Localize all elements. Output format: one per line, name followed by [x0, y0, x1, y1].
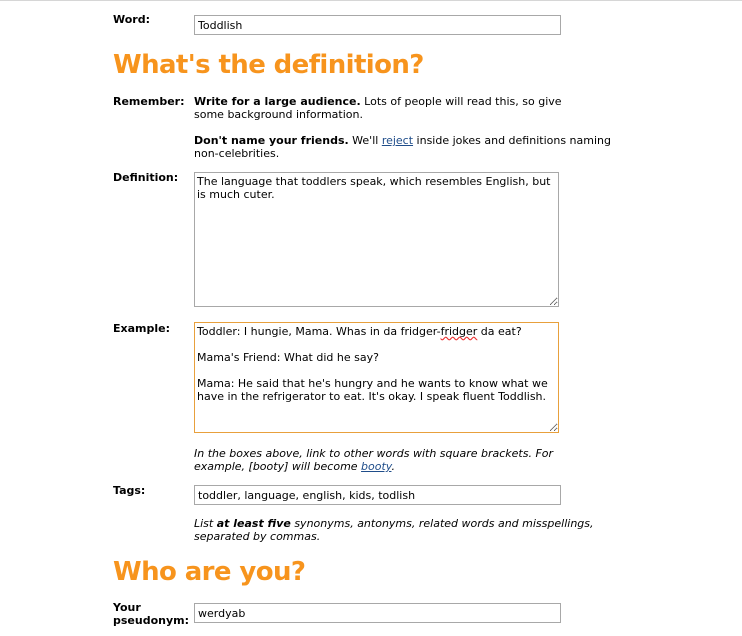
example-line-3: Mama: He said that he's hungry and he wants to know what we have in the refrigerator to eat. It's okay. I speak fluent Toddlish. [197, 377, 548, 403]
definition-textarea[interactable] [194, 172, 559, 307]
definition-heading: What's the definition? [113, 50, 424, 80]
remember-label: Remember: [113, 95, 185, 108]
remember-audience [194, 95, 594, 121]
misspelled-word: fridger [440, 325, 478, 338]
friends-bold: Don't name your friends. [194, 134, 349, 147]
brackets-hint: In the boxes above, link to other words with square brackets. For example, [booty] will become booty. [194, 447, 554, 473]
example-line-2: Mama's Friend: What did he say? [197, 351, 379, 364]
remember-friends [194, 134, 614, 160]
example-textarea[interactable] [194, 322, 559, 433]
word-input[interactable] [194, 15, 561, 35]
pseudonym-input[interactable] [194, 603, 561, 623]
tags-label: Tags: [113, 484, 146, 497]
audience-bold: Write for a large audience. [194, 95, 361, 108]
reject-link[interactable]: reject [381, 134, 414, 147]
example-line-1: Toddler: I hungie, Mama. Whas in da fridger-fridger da eat? [197, 325, 522, 338]
booty-link[interactable]: booty [361, 460, 392, 473]
friends-text-1: We'll [348, 134, 382, 147]
word-label: Word: [113, 13, 150, 26]
audience-text: Lots of people will read this, so give some background information. [194, 95, 562, 121]
tags-hint: List at least five synonyms, antonyms, related words and misspellings, separated by commas. [194, 517, 594, 543]
friends-text-2: inside jokes and definitions naming non-celebrities. [194, 134, 611, 160]
who-heading: Who are you? [113, 557, 306, 587]
at-least-five: at least five [216, 517, 291, 530]
example-label: Example: [113, 322, 170, 335]
top-divider [0, 0, 742, 1]
tags-input[interactable] [194, 485, 561, 505]
pseudonym-label: Your pseudonym: [113, 601, 190, 627]
definition-label: Definition: [113, 171, 179, 184]
